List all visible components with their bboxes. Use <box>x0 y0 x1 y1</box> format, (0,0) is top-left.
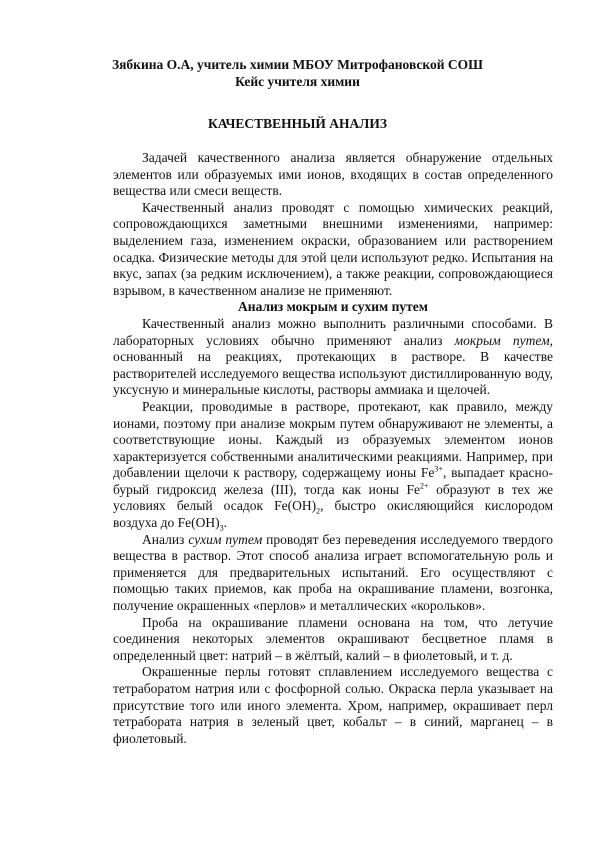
paragraph-3: Качественный анализ можно выполнить различными способами. В лабораторных условиях обычно применяют анализ мокрым путем, основанный на реакциях, протекающих в растворе. В качестве растворителей исследуемого вещества используют дистиллированную воду, уксусную и минеральные кислоты, растворы аммиака и щелочей. <box>113 315 554 398</box>
paragraph-7: Окрашенные перлы готовят сплавлением исследуемого вещества с тетраборатом натрия или с фосфорной солью. Окраска перла указывает на присутствие того или иного элемента. Хром, например, окрашивает перл тетрабората натрия в зеленый цвет, кобальт – в синий, марганец – в фиолетовый. <box>113 664 553 746</box>
document-header <box>0 56 595 90</box>
paragraph-5: Анализ сухим путем проводят без переведения исследуемого твердого вещества в раствор. Этот способ анализа играет вспомогательную роль и применяется для предварительных испытаний. Его осуществляют с помощью таких приемов, как проба на окрашивание пламени, возгонка, получение окрашенных «перлов» и металлических «корольков». <box>113 531 553 614</box>
paragraph-1: Задачей качественного анализа является обнаружение отдельных элементов или образуемых ими ионов, входящих в состав определенного вещества или смеси веществ. <box>113 150 553 199</box>
case-line: Кейс учителя химии <box>235 74 360 89</box>
paragraph-2: Качественный анализ проводят с помощью химических реакций, сопровождающихся заметными внешними изменениями, например: выделением газа, изменением окраски, образованием или растворением осадка. Физические методы для этой цели используют редко. Испытания на вкус, запах (за редким исключением), а также реакции, сопровождающиеся взрывом, в качественном анализе не применяют. <box>113 199 553 298</box>
emphasis-wet: мокрым путем <box>454 332 550 348</box>
document-body <box>113 150 553 747</box>
paragraph-4: Реакции, проводимые в растворе, протекают, как правило, между ионами, поэтому при анализе мокрым путем обнаруживают не элементы, а соответствующие ионы. Каждый из образуемых элементом ионов характеризуется собственными аналитическими реакциями. Например, при добавлении щелочи к раствору, содержащему ионы $Fe^{3+}$, выпадает красно-бурый гидроксид железа (III), тогда как ионы $Fe^{2+}$ образуют в тех же условиях белый осадок $Fe(OH)_2$, быстро окисляющийся кислородом воздуха до $Fe(OH)_3$. <box>113 398 553 533</box>
section-subtitle: Анализ мокрым и сухим путем <box>238 299 428 315</box>
author-line: Зябкина О.А, учитель химии МБОУ Митрофановской СОШ <box>111 57 483 72</box>
emphasis-dry: сухим путем <box>188 531 263 547</box>
paragraph-6: Проба на окрашивание пламени основана на том, что летучие соединения некоторых элементов окрашивают бесцветное пламя в определенный цвет: натрий – в жёлтый, калий – в фиолетовый, и т. д. <box>113 614 553 663</box>
document-title: КАЧЕСТВЕННЫЙ АНАЛИЗ <box>208 116 387 131</box>
